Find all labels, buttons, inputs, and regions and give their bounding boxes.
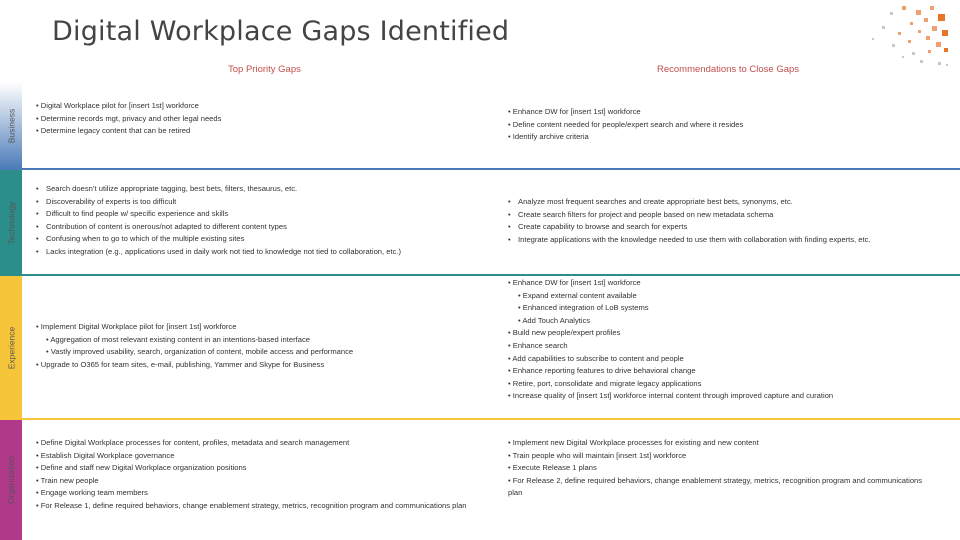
- list-item: • Add capabilities to subscribe to content and people: [508, 353, 684, 363]
- list-item: • Define content needed for people/expert search and where it resides: [508, 119, 744, 129]
- list-item: • Contribution of content is onerous/not adapted to different content types: [36, 221, 401, 234]
- list-item: • Expand external content available: [518, 290, 637, 300]
- list-item: • Increase quality of [insert 1st] workforce internal content through improved capture and curation: [508, 391, 834, 401]
- list-item: • Enhance search: [508, 340, 568, 350]
- list-item: • Implement Digital Workplace pilot for [insert 1st] workforce: [36, 322, 237, 331]
- list-item: • Execute Release 1 plans: [508, 463, 597, 473]
- list-item: • Enhanced integration of LoB systems: [518, 303, 649, 313]
- dot-grid-logo: [842, 4, 952, 70]
- experience-gaps-list: [36, 321, 353, 371]
- list-item: • Enhance reporting features to drive behavioral change: [508, 366, 696, 376]
- list-item: • Create search filters for project and people based on new metadata schema: [508, 209, 870, 222]
- band-organization-label: Organization: [6, 455, 17, 505]
- list-item: • Engage working team members: [36, 488, 148, 498]
- list-item: • For Release 1, define required behaviors, change enablement strategy, metrics, recognition program and communications plan: [36, 500, 467, 510]
- list-item: • Discoverability of experts is too difficult: [36, 196, 401, 209]
- list-item: • Create capability to browse and search for experts: [508, 221, 870, 234]
- list-item: • Enhance DW for [insert 1st] workforce: [508, 278, 641, 287]
- list-item: • Establish Digital Workplace governance: [36, 450, 175, 460]
- band-technology: [0, 170, 960, 276]
- list-item: • Train people who will maintain [insert 1st] workforce: [508, 450, 687, 460]
- list-item: • Train new people: [36, 475, 99, 485]
- business-recs-list: [508, 106, 743, 144]
- list-item: • Aggregation of most relevant existing content in an intentions-based interface: [46, 334, 310, 344]
- list-item: • Integrate applications with the knowledge needed to use them with collaboration with finding experts, etc.: [508, 234, 870, 247]
- list-item: • Define Digital Workplace processes for content, profiles, metadata and search management: [36, 438, 350, 447]
- list-item: • Determine records mgt, privacy and other legal needs: [36, 113, 222, 123]
- list-item: • Implement new Digital Workplace processes for existing and new content: [508, 438, 759, 447]
- list-item: • Analyze most frequent searches and create appropriate best bets, synonyms, etc.: [508, 196, 870, 209]
- list-item: • Retire, port, consolidate and migrate legacy applications: [508, 378, 702, 388]
- band-organization: [0, 420, 960, 540]
- list-item: • Confusing when to go to which of the multiple existing sites: [36, 233, 401, 246]
- organization-gaps-list: [36, 437, 476, 513]
- column-header-gaps: Top Priority Gaps: [228, 64, 301, 75]
- band-experience: [0, 276, 960, 420]
- list-item: • Vastly improved usability, search, organization of content, mobile access and performance: [46, 347, 354, 357]
- list-item: • Enhance DW for [insert 1st] workforce: [508, 107, 641, 116]
- list-item: • Search doesn’t utilize appropriate tagging, best bets, filters, thesaurus, etc.: [36, 183, 401, 196]
- list-item: • Identify archive criteria: [508, 132, 589, 142]
- technology-gaps-list: [36, 183, 401, 259]
- band-business-label: Business: [6, 108, 16, 144]
- band-business: [0, 82, 960, 170]
- list-item: • Define and staff new Digital Workplace organization positions: [36, 463, 247, 473]
- organization-recs-list: [508, 437, 938, 500]
- list-item: • Upgrade to O365 for team sites, e-mail, publishing, Yammer and Skype for Business: [36, 359, 325, 369]
- technology-recs-list: [508, 196, 870, 246]
- list-item: • Lacks integration (e.g., applications used in daily work not tied to knowledge not tied to collaboration, etc.): [36, 246, 401, 259]
- band-experience-label: Experience: [6, 326, 16, 370]
- list-item: • For Release 2, define required behaviors, change enablement strategy, metrics, recognition program and communications plan: [508, 475, 923, 498]
- list-item: • Determine legacy content that can be retired: [36, 126, 191, 136]
- experience-recs-list: [508, 277, 833, 403]
- list-item: • Digital Workplace pilot for [insert 1st] workforce: [36, 101, 199, 110]
- band-technology-label: Technology: [6, 201, 17, 245]
- business-gaps-list: [36, 100, 221, 138]
- list-item: • Difficult to find people w/ specific experience and skills: [36, 208, 401, 221]
- page-title: Digital Workplace Gaps Identified: [52, 16, 510, 47]
- column-header-recommendations: Recommendations to Close Gaps: [657, 64, 800, 75]
- list-item: • Add Touch Analytics: [518, 315, 591, 325]
- list-item: • Build new people/expert profiles: [508, 328, 621, 338]
